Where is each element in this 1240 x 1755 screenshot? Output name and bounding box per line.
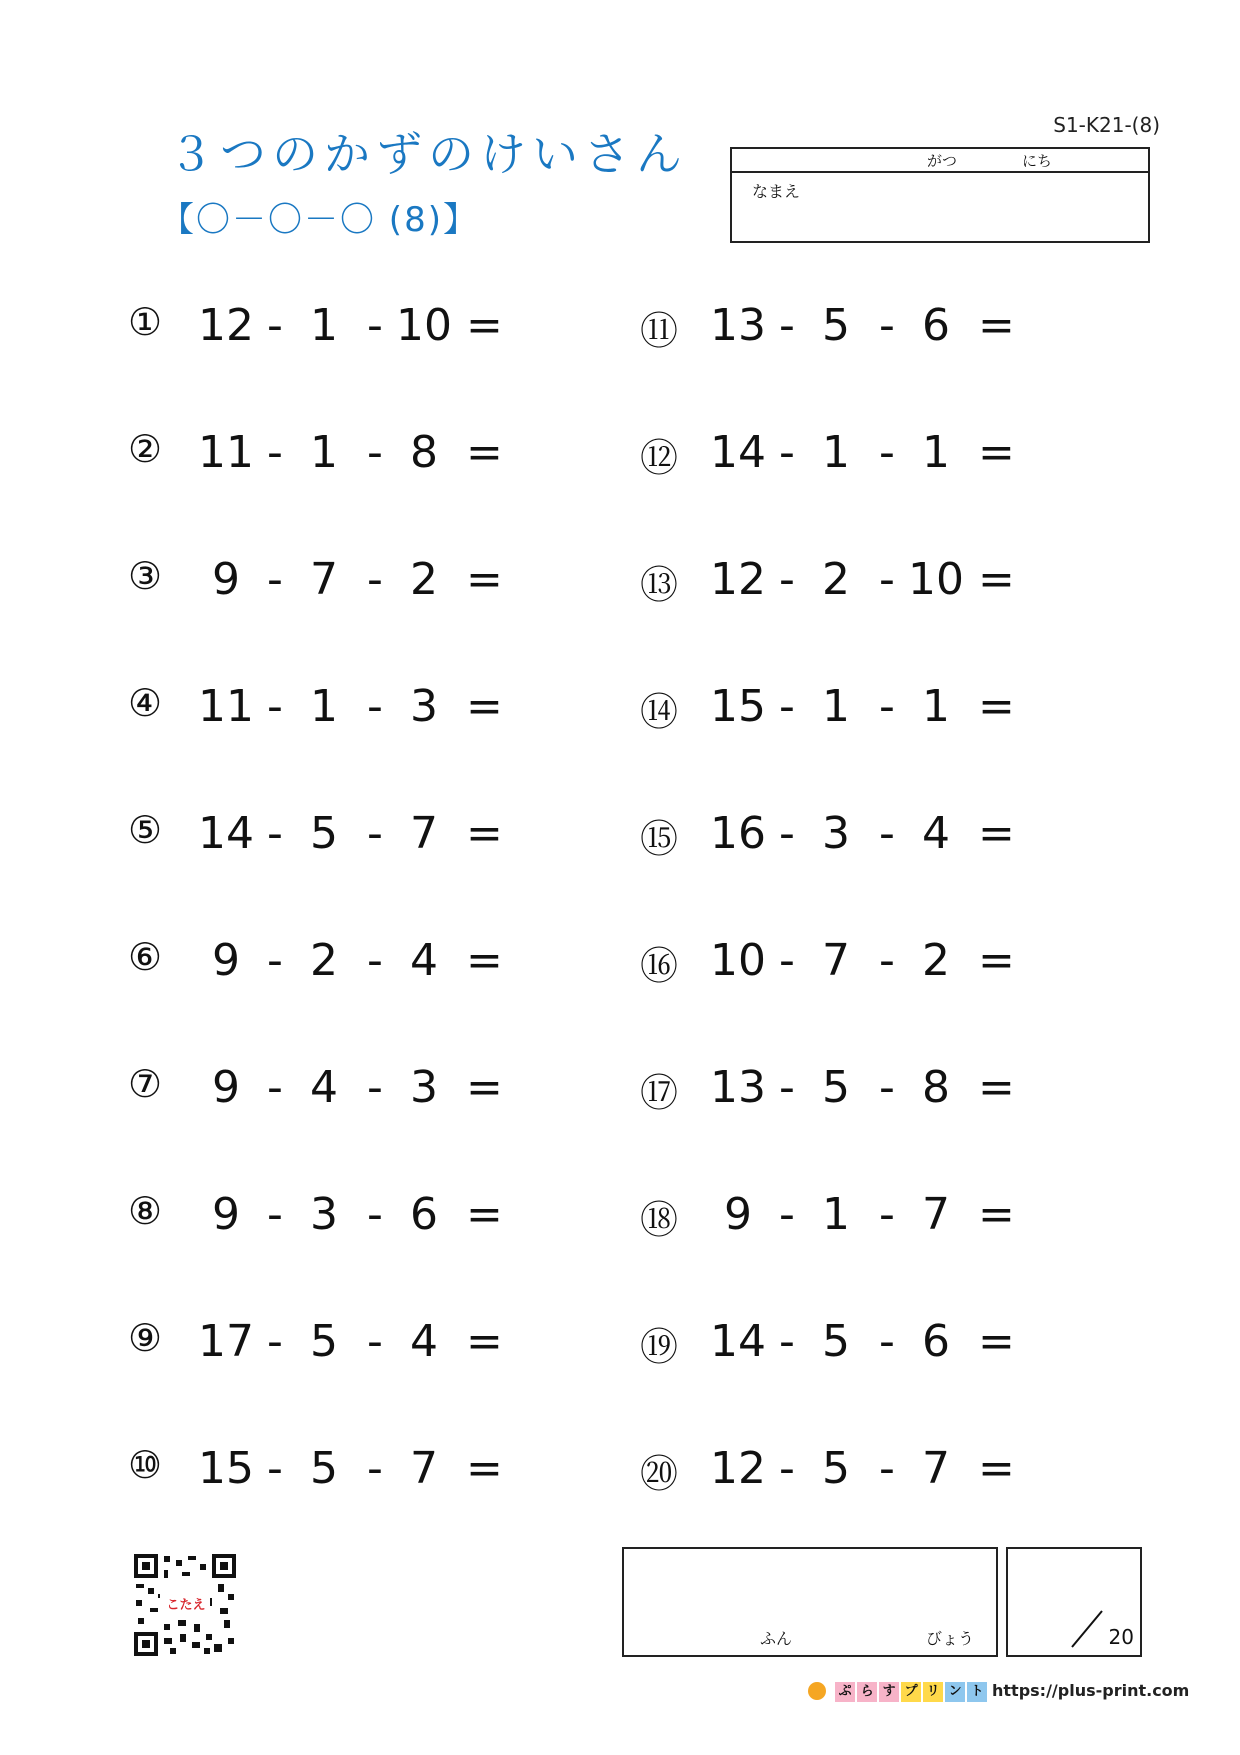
operand-c: 3	[410, 681, 438, 732]
problem-number: ⑬	[640, 563, 679, 607]
equals-sign: =	[466, 935, 503, 986]
operand-b: 2	[822, 554, 850, 605]
problem-number: ⑭	[640, 690, 679, 734]
problem-number: ⑥	[128, 935, 163, 979]
operand-c: 2	[922, 935, 950, 986]
operand-a: 14	[198, 808, 254, 859]
operand-c: 1	[922, 427, 950, 478]
problem-item	[640, 1443, 1020, 1503]
operand-a: 13	[710, 300, 766, 351]
operand-a: 11	[198, 427, 254, 478]
operand-a: 9	[212, 554, 240, 605]
operand-b: 5	[822, 1316, 850, 1367]
brand-mascot-icon	[808, 1682, 826, 1700]
minus-operator: -	[779, 300, 795, 351]
equals-sign: =	[978, 300, 1015, 351]
brand-char: プ	[901, 1682, 921, 1702]
minus-operator: -	[879, 681, 895, 732]
problem-item	[128, 808, 508, 868]
problem-number: ⑨	[128, 1316, 163, 1360]
minus-operator: -	[779, 808, 795, 859]
equals-sign: =	[466, 1062, 503, 1113]
equals-sign: =	[466, 681, 503, 732]
brand-char: ら	[857, 1682, 877, 1702]
operand-b: 5	[822, 300, 850, 351]
problem-number: ⑧	[128, 1189, 163, 1233]
minus-operator: -	[367, 300, 383, 351]
operand-a: 16	[710, 808, 766, 859]
month-label: がつ	[927, 152, 958, 170]
name-label: なまえ	[752, 182, 801, 201]
operand-c: 1	[922, 681, 950, 732]
operand-b: 1	[310, 681, 338, 732]
operand-b: 2	[310, 935, 338, 986]
operand-b: 5	[822, 1443, 850, 1494]
problem-item	[640, 808, 1020, 868]
problem-number: ⑯	[640, 944, 679, 988]
problem-item	[128, 1189, 508, 1249]
problem-number: ⑦	[128, 1062, 163, 1106]
minus-operator: -	[879, 300, 895, 351]
score-box	[1006, 1547, 1142, 1657]
operand-c: 8	[410, 427, 438, 478]
operand-c: 10	[908, 554, 964, 605]
operand-b: 3	[310, 1189, 338, 1240]
problem-item	[128, 300, 508, 360]
minus-operator: -	[367, 808, 383, 859]
minus-operator: -	[267, 300, 283, 351]
operand-c: 7	[410, 1443, 438, 1494]
minus-operator: -	[367, 1443, 383, 1494]
minus-operator: -	[367, 1189, 383, 1240]
operand-a: 9	[724, 1189, 752, 1240]
equals-sign: =	[466, 1189, 503, 1240]
equals-sign: =	[978, 935, 1015, 986]
problem-number: ③	[128, 554, 163, 598]
problem-item	[128, 1316, 508, 1376]
problem-item	[128, 554, 508, 614]
operand-a: 12	[198, 300, 254, 351]
minus-operator: -	[779, 554, 795, 605]
equals-sign: =	[466, 808, 503, 859]
minus-operator: -	[267, 1316, 283, 1367]
minus-operator: -	[367, 554, 383, 605]
operand-b: 1	[310, 300, 338, 351]
equals-sign: =	[466, 300, 503, 351]
problem-number: ⑪	[640, 309, 679, 353]
minus-operator: -	[779, 681, 795, 732]
problem-number: ⑤	[128, 808, 163, 852]
minus-operator: -	[779, 1062, 795, 1113]
problem-item	[128, 427, 508, 487]
problem-item	[640, 427, 1020, 487]
operand-c: 4	[922, 808, 950, 859]
operand-b: 5	[310, 808, 338, 859]
minus-operator: -	[267, 808, 283, 859]
equals-sign: =	[466, 1316, 503, 1367]
minutes-label: ふん	[760, 1629, 793, 1648]
operand-a: 9	[212, 935, 240, 986]
operand-a: 15	[198, 1443, 254, 1494]
problem-item	[128, 681, 508, 741]
problem-item	[640, 300, 1020, 360]
operand-a: 12	[710, 1443, 766, 1494]
minus-operator: -	[267, 1443, 283, 1494]
brand-name	[835, 1680, 989, 1702]
operand-b: 1	[822, 681, 850, 732]
seconds-label: びょう	[926, 1629, 975, 1648]
minus-operator: -	[267, 1062, 283, 1113]
minus-operator: -	[879, 1062, 895, 1113]
equals-sign: =	[466, 427, 503, 478]
problem-item	[640, 1189, 1020, 1249]
minus-operator: -	[367, 681, 383, 732]
problem-number: ④	[128, 681, 163, 725]
minus-operator: -	[879, 808, 895, 859]
operand-c: 6	[922, 1316, 950, 1367]
operand-c: 10	[396, 300, 452, 351]
date-row	[732, 149, 1148, 173]
operand-a: 10	[710, 935, 766, 986]
minus-operator: -	[879, 1316, 895, 1367]
operand-c: 2	[410, 554, 438, 605]
minus-operator: -	[779, 1443, 795, 1494]
minus-operator: -	[779, 427, 795, 478]
minus-operator: -	[267, 935, 283, 986]
operand-a: 15	[710, 681, 766, 732]
operand-a: 9	[212, 1189, 240, 1240]
problem-number: ①	[128, 300, 163, 344]
operand-c: 3	[410, 1062, 438, 1113]
problem-item	[640, 1316, 1020, 1376]
operand-a: 14	[710, 427, 766, 478]
brand-char: す	[879, 1682, 899, 1702]
operand-b: 7	[310, 554, 338, 605]
equals-sign: =	[978, 554, 1015, 605]
minus-operator: -	[267, 1189, 283, 1240]
operand-c: 4	[410, 1316, 438, 1367]
equals-sign: =	[978, 1316, 1015, 1367]
minus-operator: -	[367, 935, 383, 986]
score-total: 20	[1108, 1625, 1134, 1649]
operand-b: 4	[310, 1062, 338, 1113]
minus-operator: -	[267, 427, 283, 478]
minus-operator: -	[367, 1062, 383, 1113]
problem-number: ⑱	[640, 1198, 679, 1242]
operand-c: 8	[922, 1062, 950, 1113]
operand-b: 3	[822, 808, 850, 859]
minus-operator: -	[879, 1443, 895, 1494]
problem-number: ⑳	[640, 1452, 679, 1496]
minus-operator: -	[367, 427, 383, 478]
equals-sign: =	[978, 1189, 1015, 1240]
problem-item	[640, 554, 1020, 614]
minus-operator: -	[779, 1316, 795, 1367]
problem-number: ②	[128, 427, 163, 471]
operand-b: 1	[822, 427, 850, 478]
equals-sign: =	[978, 681, 1015, 732]
minus-operator: -	[267, 681, 283, 732]
equals-sign: =	[978, 808, 1015, 859]
minus-operator: -	[879, 935, 895, 986]
qr-label: こたえ	[166, 1598, 206, 1613]
operand-a: 13	[710, 1062, 766, 1113]
minus-operator: -	[879, 427, 895, 478]
operand-c: 7	[410, 808, 438, 859]
problem-item	[128, 1062, 508, 1122]
minus-operator: -	[779, 935, 795, 986]
operand-b: 1	[310, 427, 338, 478]
problem-item	[640, 935, 1020, 995]
problem-item	[128, 1443, 508, 1503]
problem-number: ⑩	[128, 1443, 163, 1487]
minus-operator: -	[879, 554, 895, 605]
operand-a: 14	[710, 1316, 766, 1367]
minus-operator: -	[267, 554, 283, 605]
problem-item	[640, 681, 1020, 741]
equals-sign: =	[978, 1443, 1015, 1494]
operand-c: 4	[410, 935, 438, 986]
page-subtitle: 【〇－〇－〇 (8)】	[160, 200, 479, 240]
operand-b: 5	[310, 1443, 338, 1494]
time-box	[622, 1547, 998, 1657]
operand-a: 17	[198, 1316, 254, 1367]
operand-c: 7	[922, 1189, 950, 1240]
operand-a: 9	[212, 1062, 240, 1113]
problem-item	[128, 935, 508, 995]
operand-c: 6	[410, 1189, 438, 1240]
score-slash-icon	[1066, 1609, 1106, 1649]
operand-b: 5	[310, 1316, 338, 1367]
brand-char: ト	[967, 1682, 987, 1702]
problem-item	[640, 1062, 1020, 1122]
equals-sign: =	[466, 554, 503, 605]
minus-operator: -	[367, 1316, 383, 1367]
problem-number: ⑫	[640, 436, 679, 480]
brand-logo	[808, 1680, 989, 1704]
brand-char: ン	[945, 1682, 965, 1702]
problem-number: ⑲	[640, 1325, 679, 1369]
worksheet-code: S1-K21-(8)	[1053, 113, 1160, 137]
answer-qr-code[interactable]	[134, 1554, 236, 1656]
operand-b: 7	[822, 935, 850, 986]
brand-char: ぷ	[835, 1682, 855, 1702]
minus-operator: -	[779, 1189, 795, 1240]
equals-sign: =	[978, 1062, 1015, 1113]
minus-operator: -	[879, 1189, 895, 1240]
page-title: ３つのかずのけいさん	[168, 127, 688, 181]
equals-sign: =	[978, 427, 1015, 478]
equals-sign: =	[466, 1443, 503, 1494]
day-label: にち	[1022, 152, 1053, 170]
operand-a: 12	[710, 554, 766, 605]
name-date-box	[730, 147, 1150, 243]
brand-char: リ	[923, 1682, 943, 1702]
operand-a: 11	[198, 681, 254, 732]
operand-b: 5	[822, 1062, 850, 1113]
operand-c: 6	[922, 300, 950, 351]
problem-number: ⑰	[640, 1071, 679, 1115]
problem-number: ⑮	[640, 817, 679, 861]
operand-c: 7	[922, 1443, 950, 1494]
site-url[interactable]: https://plus-print.com	[992, 1681, 1190, 1700]
operand-b: 1	[822, 1189, 850, 1240]
